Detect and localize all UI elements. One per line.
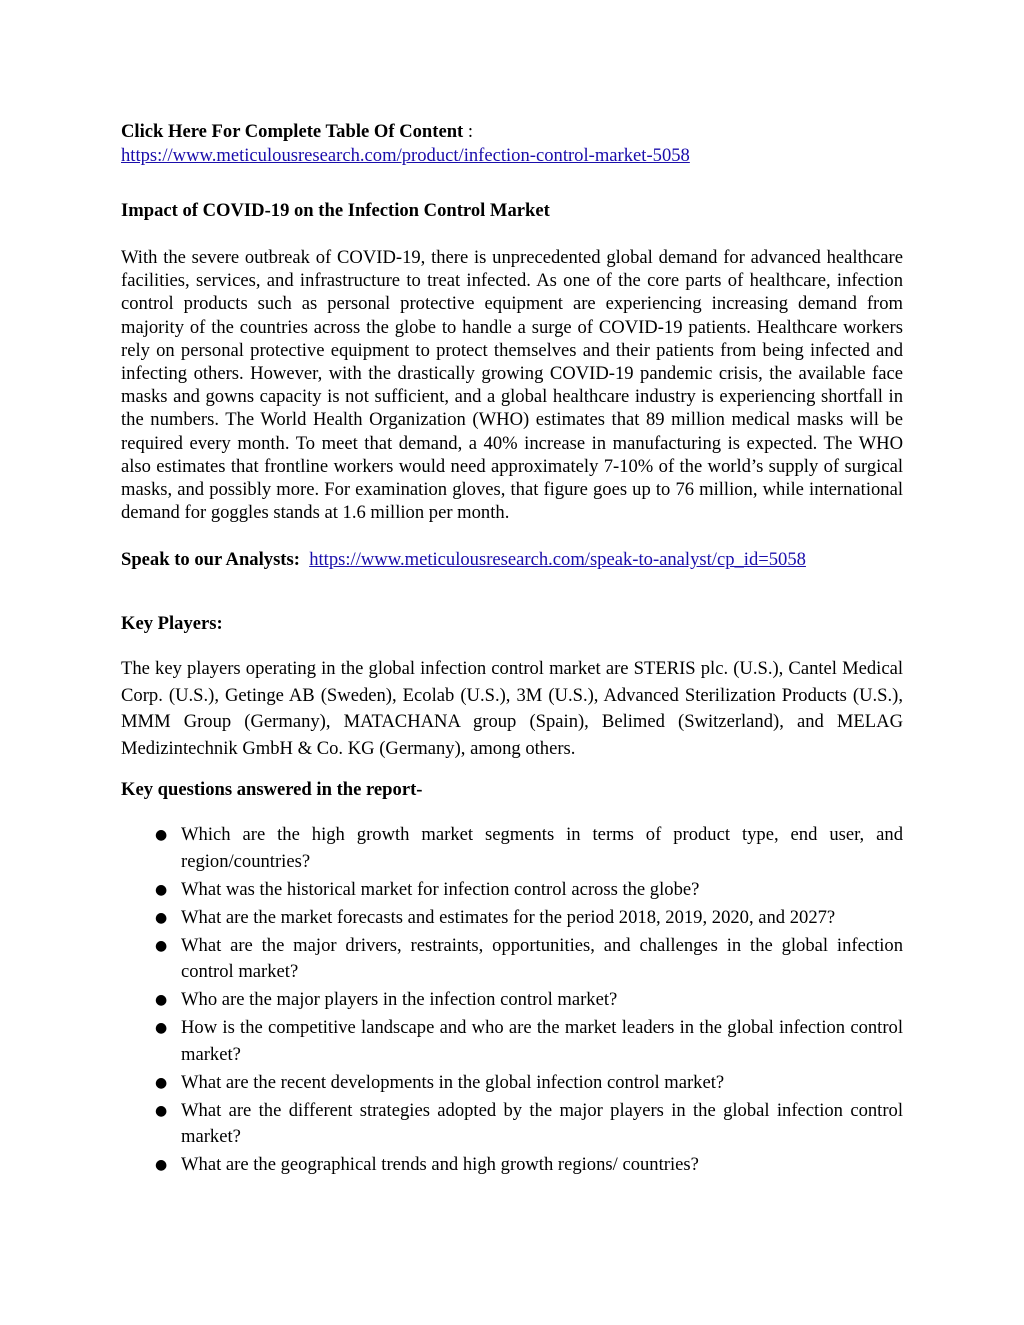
list-item [121, 877, 903, 904]
bullet-icon: ● [155, 1020, 168, 1037]
list-item [121, 933, 903, 986]
list-item [121, 1152, 903, 1179]
analysts-label: Speak to our Analysts: [121, 549, 300, 571]
questions-heading: Key questions answered in the report- [121, 779, 423, 801]
list-item-text: What are the market forecasts and estimates for the period 2018, 2019, 2020, and 2027? [181, 906, 836, 928]
list-item [121, 1015, 903, 1068]
toc-link[interactable]: https://www.meticulousresearch.com/product/infection-control-market-5058 [121, 145, 690, 166]
bullet-icon: ● [155, 937, 168, 954]
key-players-paragraph: The key players operating in the global infection control market are STERIS plc. (U.S.), Cantel Medical Corp. (U.S.), Getinge AB (Sweden), Ecolab (U.S.), 3M (U.S.), Advanced Sterilization Products (U.S.), MMM Group (Germany), MATACHANA group (Spain), Belimed (Switzerland), and MELAG Medizintechnik GmbH & Co. KG (Germany), among others. [121, 658, 903, 759]
analysts-link[interactable]: https://www.meticulousresearch.com/speak-to-analyst/cp_id=5058 [309, 549, 806, 571]
list-item [121, 1070, 903, 1097]
list-item-text: What are the recent developments in the global infection control market? [181, 1071, 725, 1093]
list-item-text: What are the geographical trends and high growth regions/ countries? [181, 1154, 699, 1176]
bullet-icon: ● [155, 1157, 168, 1174]
list-item-text: What was the historical market for infection control across the globe? [181, 878, 700, 900]
covid-heading: Impact of COVID-19 on the Infection Control Market [121, 200, 550, 221]
list-item [121, 822, 903, 875]
toc-section [121, 120, 903, 168]
covid-paragraph: With the severe outbreak of COVID-19, there is unprecedented global demand for advanced healthcare facilities, services, and infrastructure to treat infected. As one of the core parts of healthcare, infection control products such as personal protective equipment are experiencing increasing demand from majority of the countries across the globe to handle a surge of COVID-19 patients. Healthcare workers rely on personal protective equipment to protect themselves and their patients from being infected and infecting others. However, with the drastically growing COVID-19 pandemic crisis, the available face masks and gowns capacity is not sufficient, and a global healthcare industry is experiencing shortfall in the numbers. The World Health Organization (WHO) estimates that 89 million medical masks will be required every month. To meet that demand, a 40% increase in manufacturing is expected. The WHO also estimates that frontline workers would need approximately 7-10% of the world’s supply of surgical masks, and possibly more. For examination gloves, that figure goes up to 76 million, while international demand for goggles stands at 1.6 million per month. [121, 247, 903, 524]
toc-label: Click Here For Complete Table Of Content [121, 121, 464, 142]
bullet-icon: ● [155, 827, 168, 844]
list-item-text: What are the major drivers, restraints, opportunities, and challenges in the global infection control market? [181, 934, 903, 983]
document-page [121, 120, 903, 1180]
list-item-text: Who are the major players in the infection control market? [181, 989, 618, 1011]
list-item [121, 1098, 903, 1151]
bullet-icon: ● [155, 1074, 168, 1091]
bullet-icon: ● [155, 992, 168, 1009]
bullet-icon: ● [155, 1102, 168, 1119]
key-players-heading: Key Players: [121, 613, 223, 635]
toc-separator: : [463, 121, 474, 142]
list-item [121, 987, 903, 1014]
bullet-icon: ● [155, 909, 168, 926]
list-item-text: What are the different strategies adopted by the major players in the global infection control market? [181, 1099, 903, 1148]
list-item-text: How is the competitive landscape and who are the market leaders in the global infection control market? [181, 1017, 903, 1065]
list-item [121, 905, 903, 932]
list-item-text: Which are the high growth market segments in terms of product type, end user, and region/countries? [181, 824, 903, 872]
questions-list [121, 822, 903, 1179]
bullet-icon: ● [155, 881, 168, 898]
analysts-section [121, 548, 903, 572]
